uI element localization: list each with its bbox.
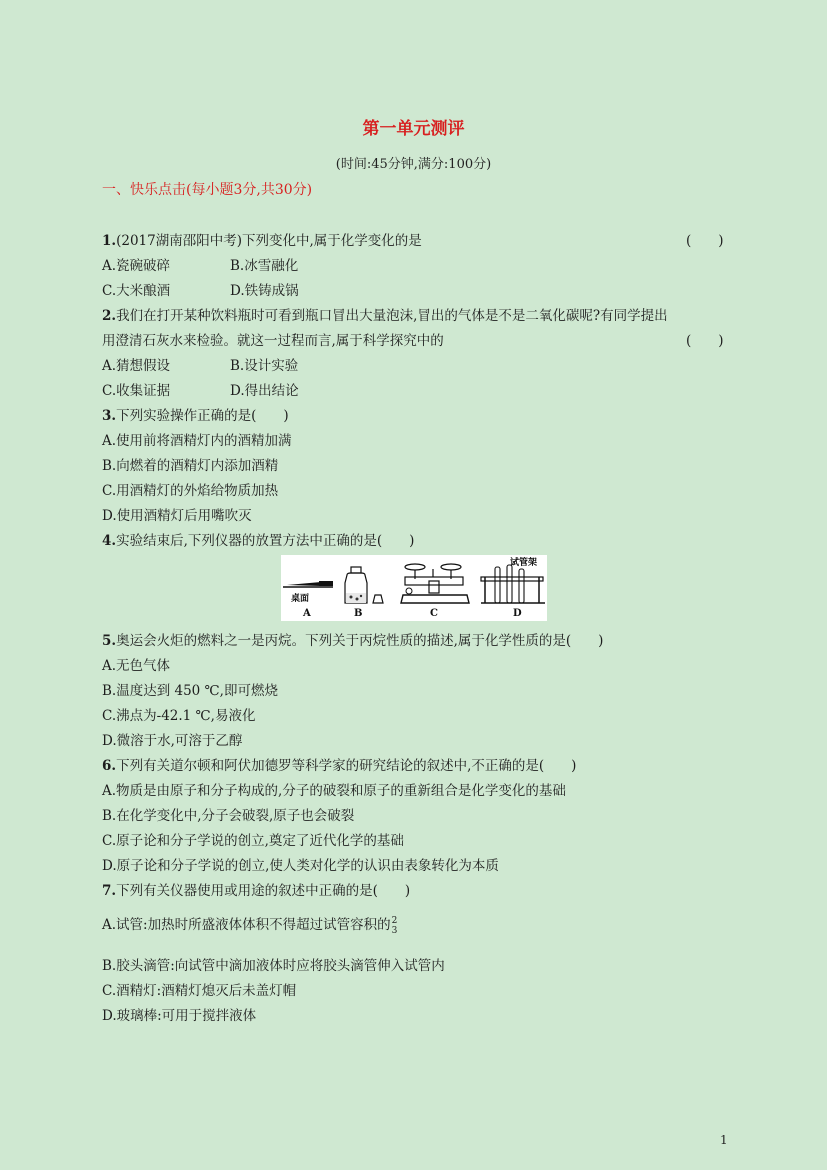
question-6 bbox=[102, 754, 576, 774]
question-number: 7. bbox=[102, 883, 117, 899]
option-a: A.无色气体 bbox=[102, 658, 171, 674]
question-1 bbox=[102, 229, 422, 249]
apparatus-drawing bbox=[281, 555, 547, 621]
answer-blank: ( ) bbox=[686, 333, 724, 349]
option-b: B.冰雪融化 bbox=[230, 258, 299, 274]
option-a-text: A.试管:加热时所盛液体体积不得超过试管容积的 bbox=[102, 917, 391, 933]
option-b: B.温度达到 450 ℃,即可燃烧 bbox=[102, 683, 278, 699]
question-number: 6. bbox=[102, 758, 117, 774]
apparatus-figure bbox=[281, 555, 547, 621]
option-c: C.沸点为-42.1 ℃,易液化 bbox=[102, 708, 256, 724]
answer-blank: ( ) bbox=[686, 233, 724, 249]
figure-b-reagent-bottle bbox=[345, 567, 383, 603]
section-heading: 一、快乐点击(每小题3分,共30分) bbox=[102, 182, 313, 198]
question-text: 奥运会火炬的燃料之一是丙烷。下列关于丙烷性质的描述,属于化学性质的是( ) bbox=[116, 633, 604, 649]
question-number: 4. bbox=[102, 533, 117, 549]
label-c: C bbox=[430, 608, 438, 619]
option-c: C.酒精灯:酒精灯熄灭后未盖灯帽 bbox=[102, 983, 297, 999]
question-text: 实验结束后,下列仪器的放置方法中正确的是( ) bbox=[116, 533, 415, 549]
exam-info: (时间:45分钟,满分:100分) bbox=[335, 157, 492, 172]
fraction-denominator: 3 bbox=[391, 925, 398, 936]
option-c: C.收集证据 bbox=[102, 383, 171, 399]
option-a: A.物质是由原子和分子构成的,分子的破裂和原子的重新组合是化学变化的基础 bbox=[102, 783, 566, 799]
option-b: B.胶头滴管:向试管中滴加液体时应将胶头滴管伸入试管内 bbox=[102, 958, 445, 974]
question-3 bbox=[102, 404, 289, 424]
question-number: 1. bbox=[102, 233, 117, 249]
option-d: D.得出结论 bbox=[230, 383, 299, 399]
option-b: B.向燃着的酒精灯内添加酒精 bbox=[102, 458, 279, 474]
option-d: D.原子论和分子学说的创立,使人类对化学的认识由表象转化为本质 bbox=[102, 858, 499, 874]
question-2 bbox=[102, 304, 668, 324]
option-c: C.用酒精灯的外焰给物质加热 bbox=[102, 483, 279, 499]
question-text: 我们在打开某种饮料瓶时可看到瓶口冒出大量泡沫,冒出的气体是不是二氧化碳呢?有同学提出 bbox=[116, 308, 668, 324]
label-a: A bbox=[303, 608, 311, 619]
option-a: A.使用前将酒精灯内的酒精加满 bbox=[102, 433, 292, 449]
option-d: D.使用酒精灯后用嘴吹灭 bbox=[102, 508, 252, 524]
option-c: C.原子论和分子学说的创立,奠定了近代化学的基础 bbox=[102, 833, 404, 849]
question-text: 下列实验操作正确的是( ) bbox=[116, 408, 289, 424]
label-desk: 桌面 bbox=[291, 594, 310, 604]
question-number: 3. bbox=[102, 408, 117, 424]
question-text: (2017湖南邵阳中考)下列变化中,属于化学变化的是 bbox=[116, 233, 422, 249]
label-rack: 试管架 bbox=[510, 558, 538, 568]
option-a: A.瓷碗破碎 bbox=[102, 258, 171, 274]
question-number: 5. bbox=[102, 633, 117, 649]
page-title: 第一单元测评 bbox=[362, 119, 465, 139]
option-d: D.微溶于水,可溶于乙醇 bbox=[102, 733, 243, 749]
page-number: 1 bbox=[720, 1133, 728, 1147]
fraction-numerator: 2 bbox=[391, 915, 398, 926]
option-c: C.大米酿酒 bbox=[102, 283, 171, 299]
question-7 bbox=[102, 879, 410, 899]
question-5 bbox=[102, 629, 603, 649]
fraction bbox=[392, 916, 398, 936]
figure-c-balance bbox=[401, 564, 469, 603]
figure-a-dropper-on-desk bbox=[283, 581, 333, 587]
label-b: B bbox=[354, 608, 363, 619]
option-b: B.在化学变化中,分子会破裂,原子也会破裂 bbox=[102, 808, 355, 824]
label-d: D bbox=[513, 608, 522, 619]
option-b: B.设计实验 bbox=[230, 358, 299, 374]
option-d: D.玻璃棒:可用于搅拌液体 bbox=[102, 1008, 257, 1024]
question-text: 下列有关道尔顿和阿伏加德罗等科学家的研究结论的叙述中,不正确的是( ) bbox=[116, 758, 577, 774]
question-number: 2. bbox=[102, 308, 117, 324]
question-2-continued: 用澄清石灰水来检验。就这一过程而言,属于科学探究中的 bbox=[102, 333, 444, 349]
question-4 bbox=[102, 529, 414, 549]
question-text: 下列有关仪器使用或用途的叙述中正确的是( ) bbox=[116, 883, 411, 899]
option-a: A.猜想假设 bbox=[102, 358, 171, 374]
option-d: D.铁铸成锅 bbox=[230, 283, 299, 299]
option-a bbox=[102, 913, 397, 936]
